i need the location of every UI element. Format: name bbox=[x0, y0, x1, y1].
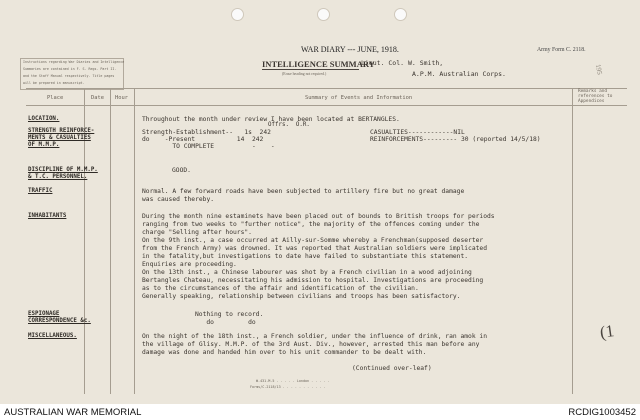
column-header-remarks: Remarks and bbox=[578, 89, 608, 94]
column-header-summary: Summary of Events and Information bbox=[305, 95, 413, 101]
officer-name: Lieut. Col. W. Smith, bbox=[361, 59, 444, 67]
inhabitants-line: from the French Army) was drowned. It was reported that Australian soldiers were implicated bbox=[142, 245, 487, 252]
page-number-mark: 195 bbox=[593, 63, 604, 76]
inhabitants-line: charge "Selling after hours". bbox=[142, 229, 252, 236]
heading-strikeout bbox=[262, 69, 359, 70]
label-espionage: CORRESPONDENCE &c. bbox=[28, 318, 91, 324]
remarks-column-rule bbox=[572, 88, 573, 394]
instructions-line: and the Staff Manual respectively. Title pages bbox=[23, 74, 115, 78]
label-discipline: DISCIPLINE OF M.M.P. bbox=[28, 167, 98, 173]
diary-title: WAR DIARY --- JUNE, 1918. bbox=[301, 45, 399, 54]
summary-heading: INTELLIGENCE SUMMARY bbox=[262, 59, 375, 69]
strength-row: do -Present 14 242 bbox=[142, 136, 264, 143]
army-form-number: Army Form C. 2118. bbox=[537, 47, 586, 53]
column-header-remarks: references to bbox=[578, 94, 613, 99]
footer-record-id: RCDIG1003452 bbox=[568, 407, 636, 418]
inhabitants-line: in the fatality,but investigations to date have failed to substantiate this statement. bbox=[142, 253, 469, 260]
footer-archive-name: AUSTRALIAN WAR MEMORIAL bbox=[4, 407, 142, 418]
espionage-line: do do bbox=[195, 319, 256, 326]
continued-note: (Continued over-leaf) bbox=[352, 365, 432, 372]
label-strength: OF M.M.P. bbox=[28, 142, 60, 148]
table-top-rule bbox=[26, 88, 627, 89]
inhabitants-line: Generally speaking, relationship between civilians and troops has been satisfactory. bbox=[142, 293, 461, 300]
label-strength: STRENGTH REINFORCE- bbox=[28, 128, 95, 134]
reinforcements-text: REINFORCEMENTS--------- 30 (reported 14/5/18) bbox=[370, 136, 541, 143]
traffic-line: was caused thereby. bbox=[142, 196, 215, 203]
casualties-text: CASUALTIES------------NIL bbox=[370, 129, 465, 136]
date-column-rule bbox=[110, 88, 111, 394]
misc-line: damage was done and handed him over to his unit commander to be dealt with. bbox=[142, 349, 427, 356]
printer-line: Forms/C.2118/13 . . . . . . . . . . . bbox=[250, 385, 326, 389]
inhabitants-line: as to the circumstances of the affair and identification of the civilian. bbox=[142, 285, 419, 292]
inhabitants-line: ranging from two weeks to "further notice", the majority of the offences coming under the bbox=[142, 221, 480, 228]
column-header-hour: Hour bbox=[115, 95, 128, 101]
location-text: Throughout the month under review I have been located at BERTANGLES. bbox=[142, 116, 400, 123]
archive-footer bbox=[0, 404, 640, 420]
misc-line: the village of Glisy. M.M.P. of the 3rd Aust. Div., however, arrested this man before any bbox=[142, 341, 480, 348]
label-location: LOCATION. bbox=[28, 116, 60, 122]
label-miscellaneous: MISCELLANEOUS. bbox=[28, 333, 77, 339]
punch-hole bbox=[231, 8, 244, 21]
label-discipline: & T.C. PERSONNEL. bbox=[28, 174, 88, 180]
column-header-date: Date bbox=[91, 95, 104, 101]
inhabitants-line: During the month nine estaminets have been placed out of bounds to British troops for periods bbox=[142, 213, 495, 220]
header-rule bbox=[26, 105, 627, 106]
strength-row: TO COMPLETE - - bbox=[142, 143, 275, 150]
strength-row: Strength-Establishment-- 1s 242 bbox=[142, 129, 271, 136]
label-espionage: ESPIONAGE bbox=[28, 311, 60, 317]
heading-note: (Erase heading not required.) bbox=[282, 72, 327, 76]
strength-column-heads: Offrs. O.R. bbox=[268, 122, 310, 128]
inhabitants-line: Enquiries are proceeding. bbox=[142, 261, 237, 268]
espionage-line: Nothing to record. bbox=[195, 311, 264, 318]
instructions-line: Summaries are contained in F. S. Regs. Part II. bbox=[23, 67, 117, 71]
punch-hole bbox=[317, 8, 330, 21]
handwritten-margin-mark: (1 bbox=[598, 321, 616, 342]
misc-line: On the night of the 18th inst., a French soldier, under the influence of drink, ran amok in bbox=[142, 333, 487, 340]
officer-unit: A.P.M. Australian Corps. bbox=[412, 70, 506, 78]
label-strength: MENTS & CASUALTIES bbox=[28, 135, 91, 141]
column-header-place: Place bbox=[47, 95, 64, 101]
label-inhabitants: INHABITANTS bbox=[28, 213, 67, 219]
instructions-line: Instructions regarding War Diaries and Intelligence bbox=[23, 60, 125, 64]
inhabitants-line: On the 9th inst., a case occurred at Ailly-sur-Somme whereby a Frenchman(supposed deserter bbox=[142, 237, 484, 244]
printer-line: W.431-M.5 . . . . . London . . . . . bbox=[256, 379, 330, 383]
inhabitants-line: On the 13th inst., a Chinese labourer was shot by a French civilian in a wood adjoining bbox=[142, 269, 472, 276]
instructions-box bbox=[20, 58, 124, 90]
punch-hole bbox=[394, 8, 407, 21]
instructions-line: will be prepared in manuscript. bbox=[23, 81, 85, 85]
traffic-line: Normal. A few forward roads have been subjected to artillery fire but no great damage bbox=[142, 188, 465, 195]
discipline-text: GOOD. bbox=[172, 167, 191, 174]
label-traffic: TRAFFIC bbox=[28, 188, 53, 194]
hour-column-rule bbox=[134, 88, 135, 394]
inhabitants-line: Bertangles Chateau, necessitating his admission to hospital. Investigations are proceeding bbox=[142, 277, 484, 284]
column-header-remarks: Appendices bbox=[578, 99, 605, 104]
